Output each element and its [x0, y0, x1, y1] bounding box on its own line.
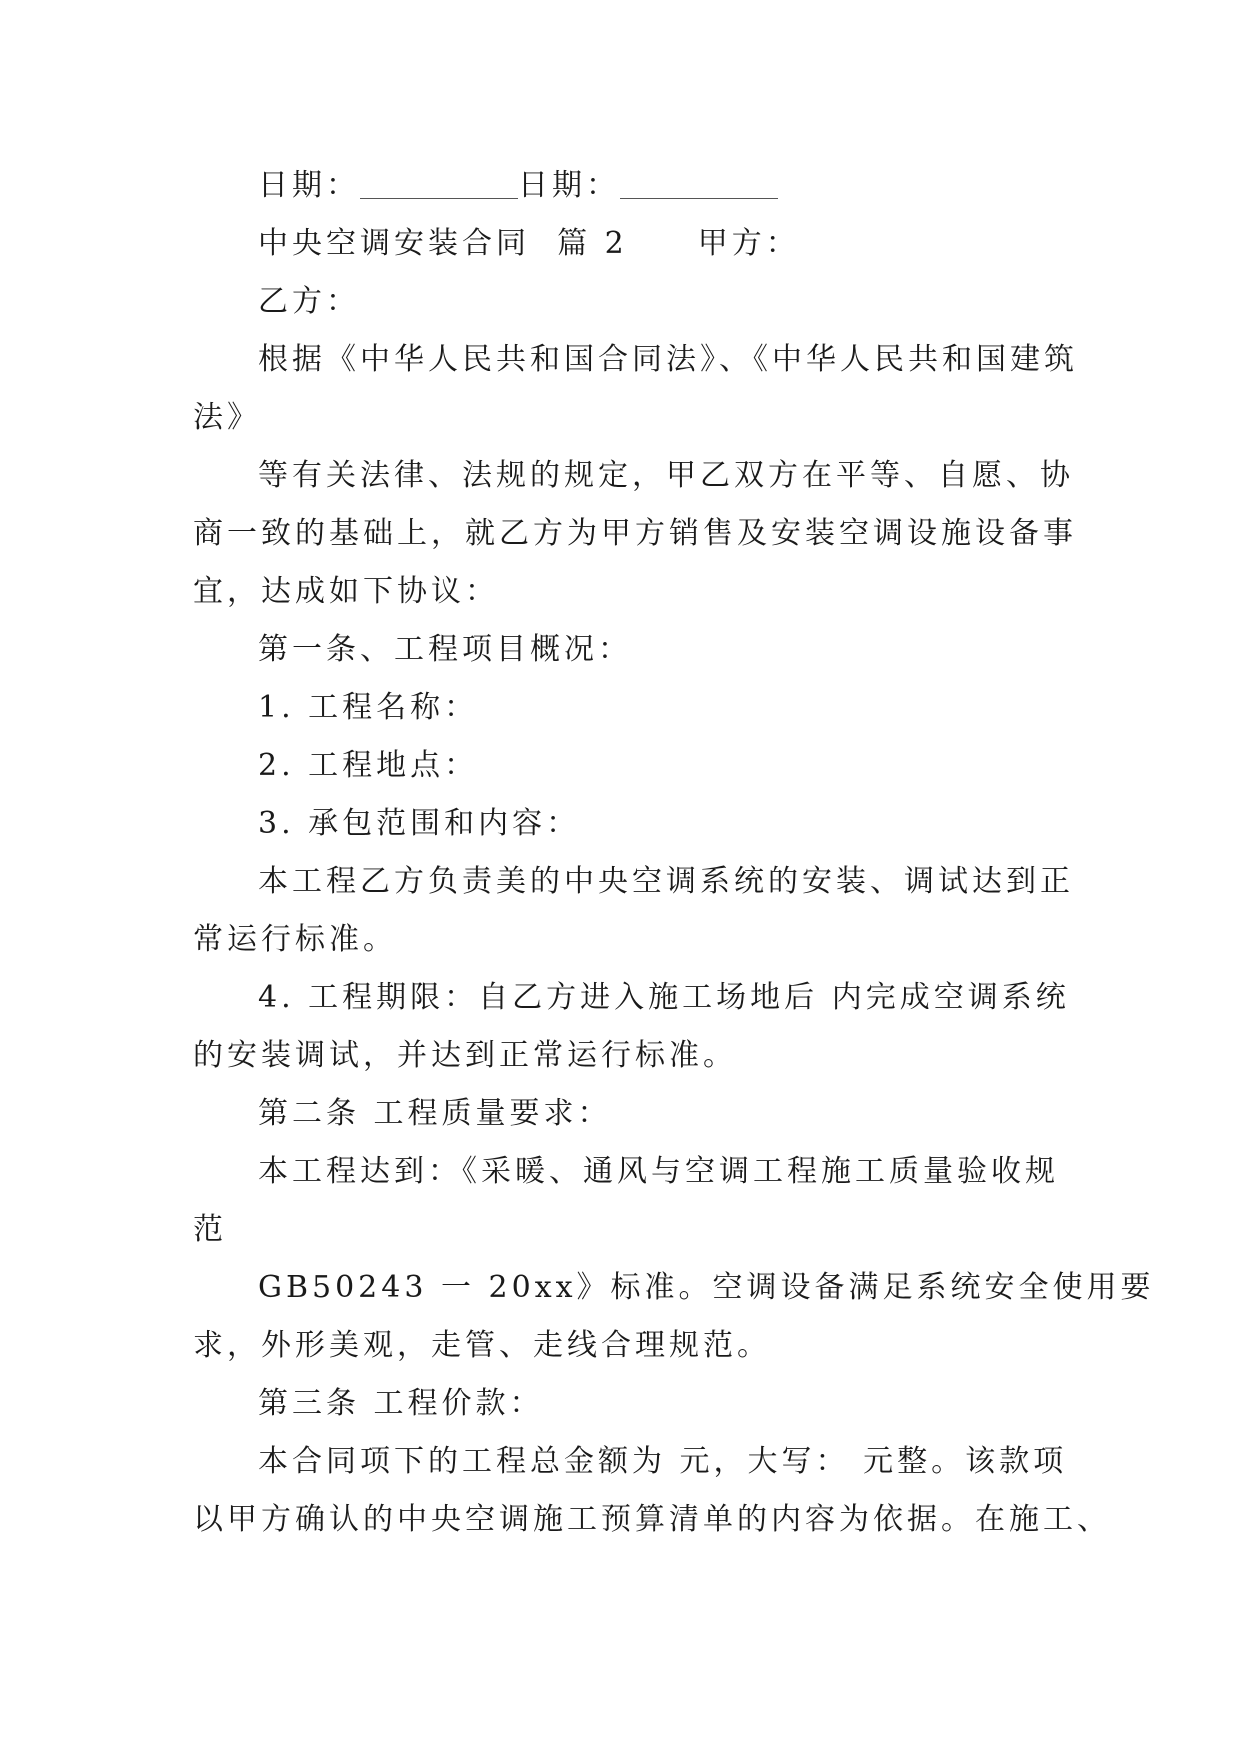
body-line: 本工程乙方负责美的中央空调系统的安装、调试达到正 — [258, 864, 1074, 899]
date-row — [193, 157, 1053, 215]
body-line: 等有关法律、法规的规定，甲乙双方在平等、自愿、协 — [258, 458, 1074, 493]
body-line: 商一致的基础上，就乙方为甲方销售及安装空调设施设备事 — [193, 516, 1077, 551]
body-line: 宜，达成如下协议： — [193, 574, 499, 609]
document-body — [193, 157, 1155, 1549]
party-b-label: 乙方： — [258, 284, 360, 319]
list-item: 1. 工程名称： — [258, 690, 479, 725]
body-line: 常运行标准。 — [193, 922, 397, 957]
body-line: 本工程达到：《采暖、通风与空调工程施工质量验收规 — [258, 1154, 1059, 1189]
section-heading: 第一条、工程项目概况： — [258, 632, 632, 667]
date-blank-2 — [620, 176, 778, 199]
list-item: 3. 承包范围和内容： — [258, 806, 581, 841]
body-line: GB50243 一 20xx》标准。空调设备满足系统安全使用要 — [258, 1270, 1155, 1305]
section-heading: 第二条 工程质量要求： — [258, 1096, 612, 1131]
heading-row — [193, 215, 1053, 273]
party-a-label: 甲方： — [697, 226, 800, 261]
date-label-2: 日期： — [518, 168, 620, 203]
date-blank-1 — [360, 176, 518, 199]
body-line: 法》 — [193, 400, 261, 435]
body-line: 的安装调试，并达到正常运行标准。 — [193, 1038, 737, 1073]
body-line: 求，外形美观，走管、走线合理规范。 — [193, 1328, 771, 1363]
date-label-1: 日期： — [258, 168, 360, 203]
contract-title: 中央空调安装合同 篇 2 — [258, 226, 628, 261]
body-line: 以甲方确认的中央空调施工预算清单的内容为依据。在施工、 — [193, 1502, 1111, 1537]
body-line: 根据《中华人民共和国合同法》、《中华人民共和国建筑 — [258, 342, 1078, 377]
list-item: 4. 工程期限：自乙方进入施工场地后 内完成空调系统 — [258, 980, 1070, 1015]
body-line: 范 — [193, 1212, 227, 1247]
body-line: 本合同项下的工程总金额为 元，大写： 元整。该款项 — [258, 1444, 1068, 1479]
section-heading: 第三条 工程价款： — [258, 1386, 544, 1421]
list-item: 2. 工程地点： — [258, 748, 479, 783]
